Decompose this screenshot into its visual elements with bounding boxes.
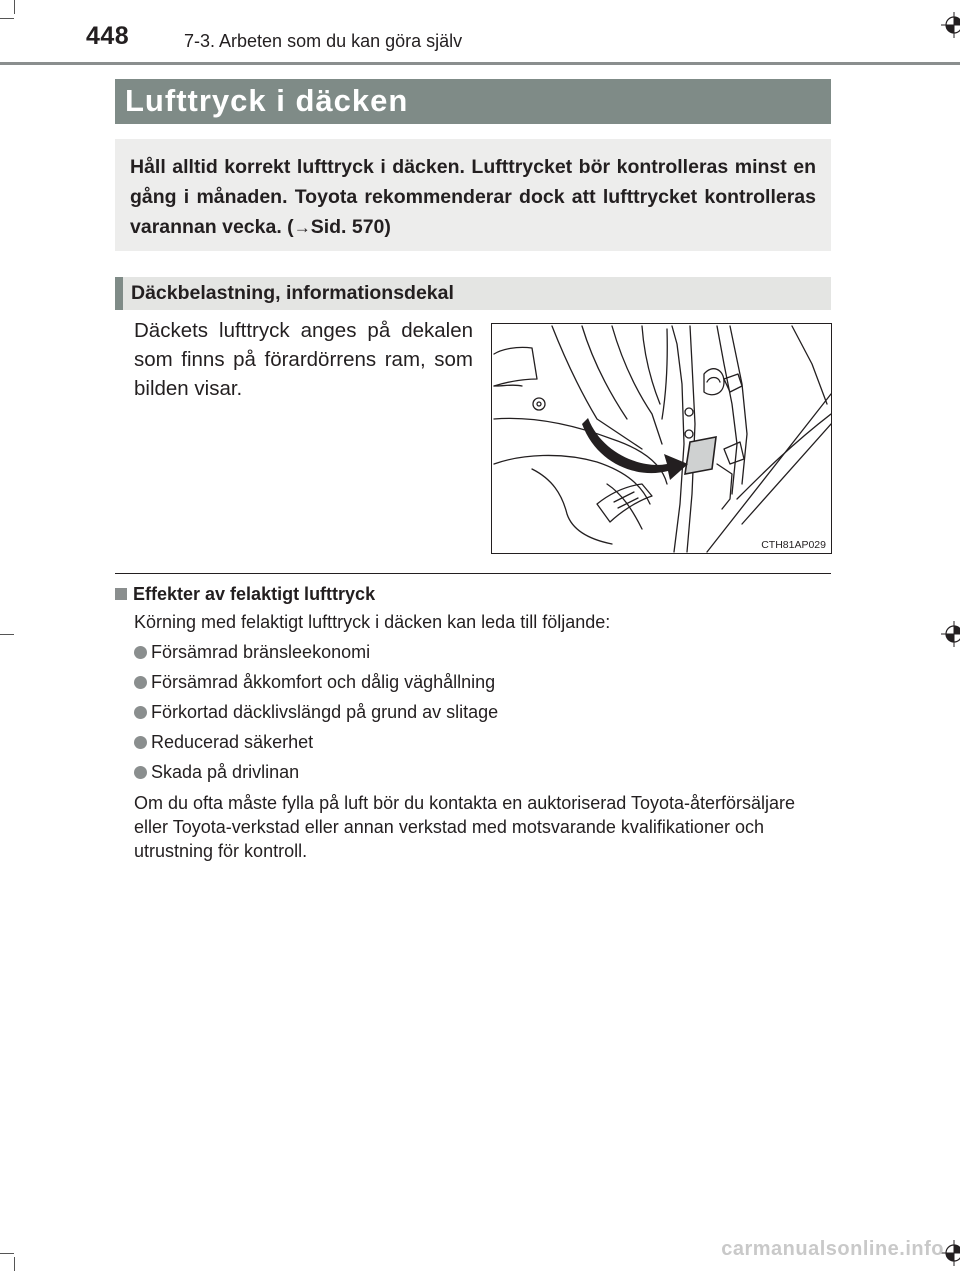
effects-heading-text: Effekter av felaktigt lufttryck <box>133 584 376 604</box>
effects-intro: Körning med felaktigt lufttryck i däcken kan leda till följande: <box>134 612 611 632</box>
watermark-link[interactable]: carmanualsonline.info <box>721 1238 944 1260</box>
list-item <box>134 732 313 753</box>
bullet-dot-icon <box>134 706 147 719</box>
list-item-text: Reducerad säkerhet <box>151 732 314 752</box>
list-item-text: Försämrad åkkomfort och dålig väghållning <box>151 672 496 692</box>
header-rule <box>0 62 960 65</box>
list-item <box>134 702 498 723</box>
list-item-text: Skada på drivlinan <box>151 762 300 782</box>
figure-code: CTH81AP029 <box>761 539 826 551</box>
reference-arrow-icon: → <box>293 218 311 237</box>
subheading-title: Däckbelastning, informationsdekal <box>131 282 454 304</box>
intro-text <box>130 152 816 243</box>
car-door-pillar-illustration-icon <box>492 324 831 553</box>
bullet-dot-icon <box>134 676 147 689</box>
list-item-text: Förkortad däcklivslängd på grund av slitage <box>151 702 499 722</box>
intro-box <box>115 139 831 251</box>
bullet-dot-icon <box>134 736 147 749</box>
page-number: 448 <box>86 22 130 50</box>
registration-mark-icon <box>941 621 960 647</box>
effects-note: Om du ofta måste fylla på luft bör du kontakta en auktoriserad Toyota-återförsäljare eller Toyota-verkstad eller annan verkstad med motsvarande kvalifikationer och utrustning för kontroll. <box>134 793 796 861</box>
list-item <box>134 672 495 693</box>
door-pillar-illustration <box>491 323 832 554</box>
bullet-dot-icon <box>134 766 147 779</box>
crop-mark <box>0 634 14 635</box>
list-item-text: Försämrad bränsleekonomi <box>151 642 371 662</box>
page-title: Lufttryck i däcken <box>125 83 409 118</box>
title-bar <box>115 79 831 124</box>
crop-mark <box>14 1257 15 1271</box>
bullet-dot-icon <box>134 646 147 659</box>
crop-mark <box>0 1253 14 1254</box>
effects-heading <box>115 584 375 605</box>
intro-body: Håll alltid korrekt lufttryck i däcken. Lufttrycket bör kontrolleras minst en gång i månaden. Toyota rekommenderar dock att lufttrycket kontrolleras varannan vecka. ( <box>130 156 816 238</box>
registration-mark-icon <box>941 12 960 38</box>
list-item <box>134 762 299 783</box>
page-reference-link[interactable]: Sid. 570) <box>310 216 391 238</box>
square-bullet-icon <box>115 588 127 600</box>
crop-mark <box>14 0 15 14</box>
section-title: 7-3. Arbeten som du kan göra själv <box>184 31 463 51</box>
list-item <box>134 642 370 663</box>
subheading-accent <box>115 277 123 310</box>
decal-description: Däckets lufttryck anges på dekalen som finns på förardörrens ram, som bilden visar. <box>134 319 473 400</box>
crop-mark <box>0 18 14 19</box>
subheading-bar <box>115 277 831 310</box>
section-divider <box>115 573 831 574</box>
